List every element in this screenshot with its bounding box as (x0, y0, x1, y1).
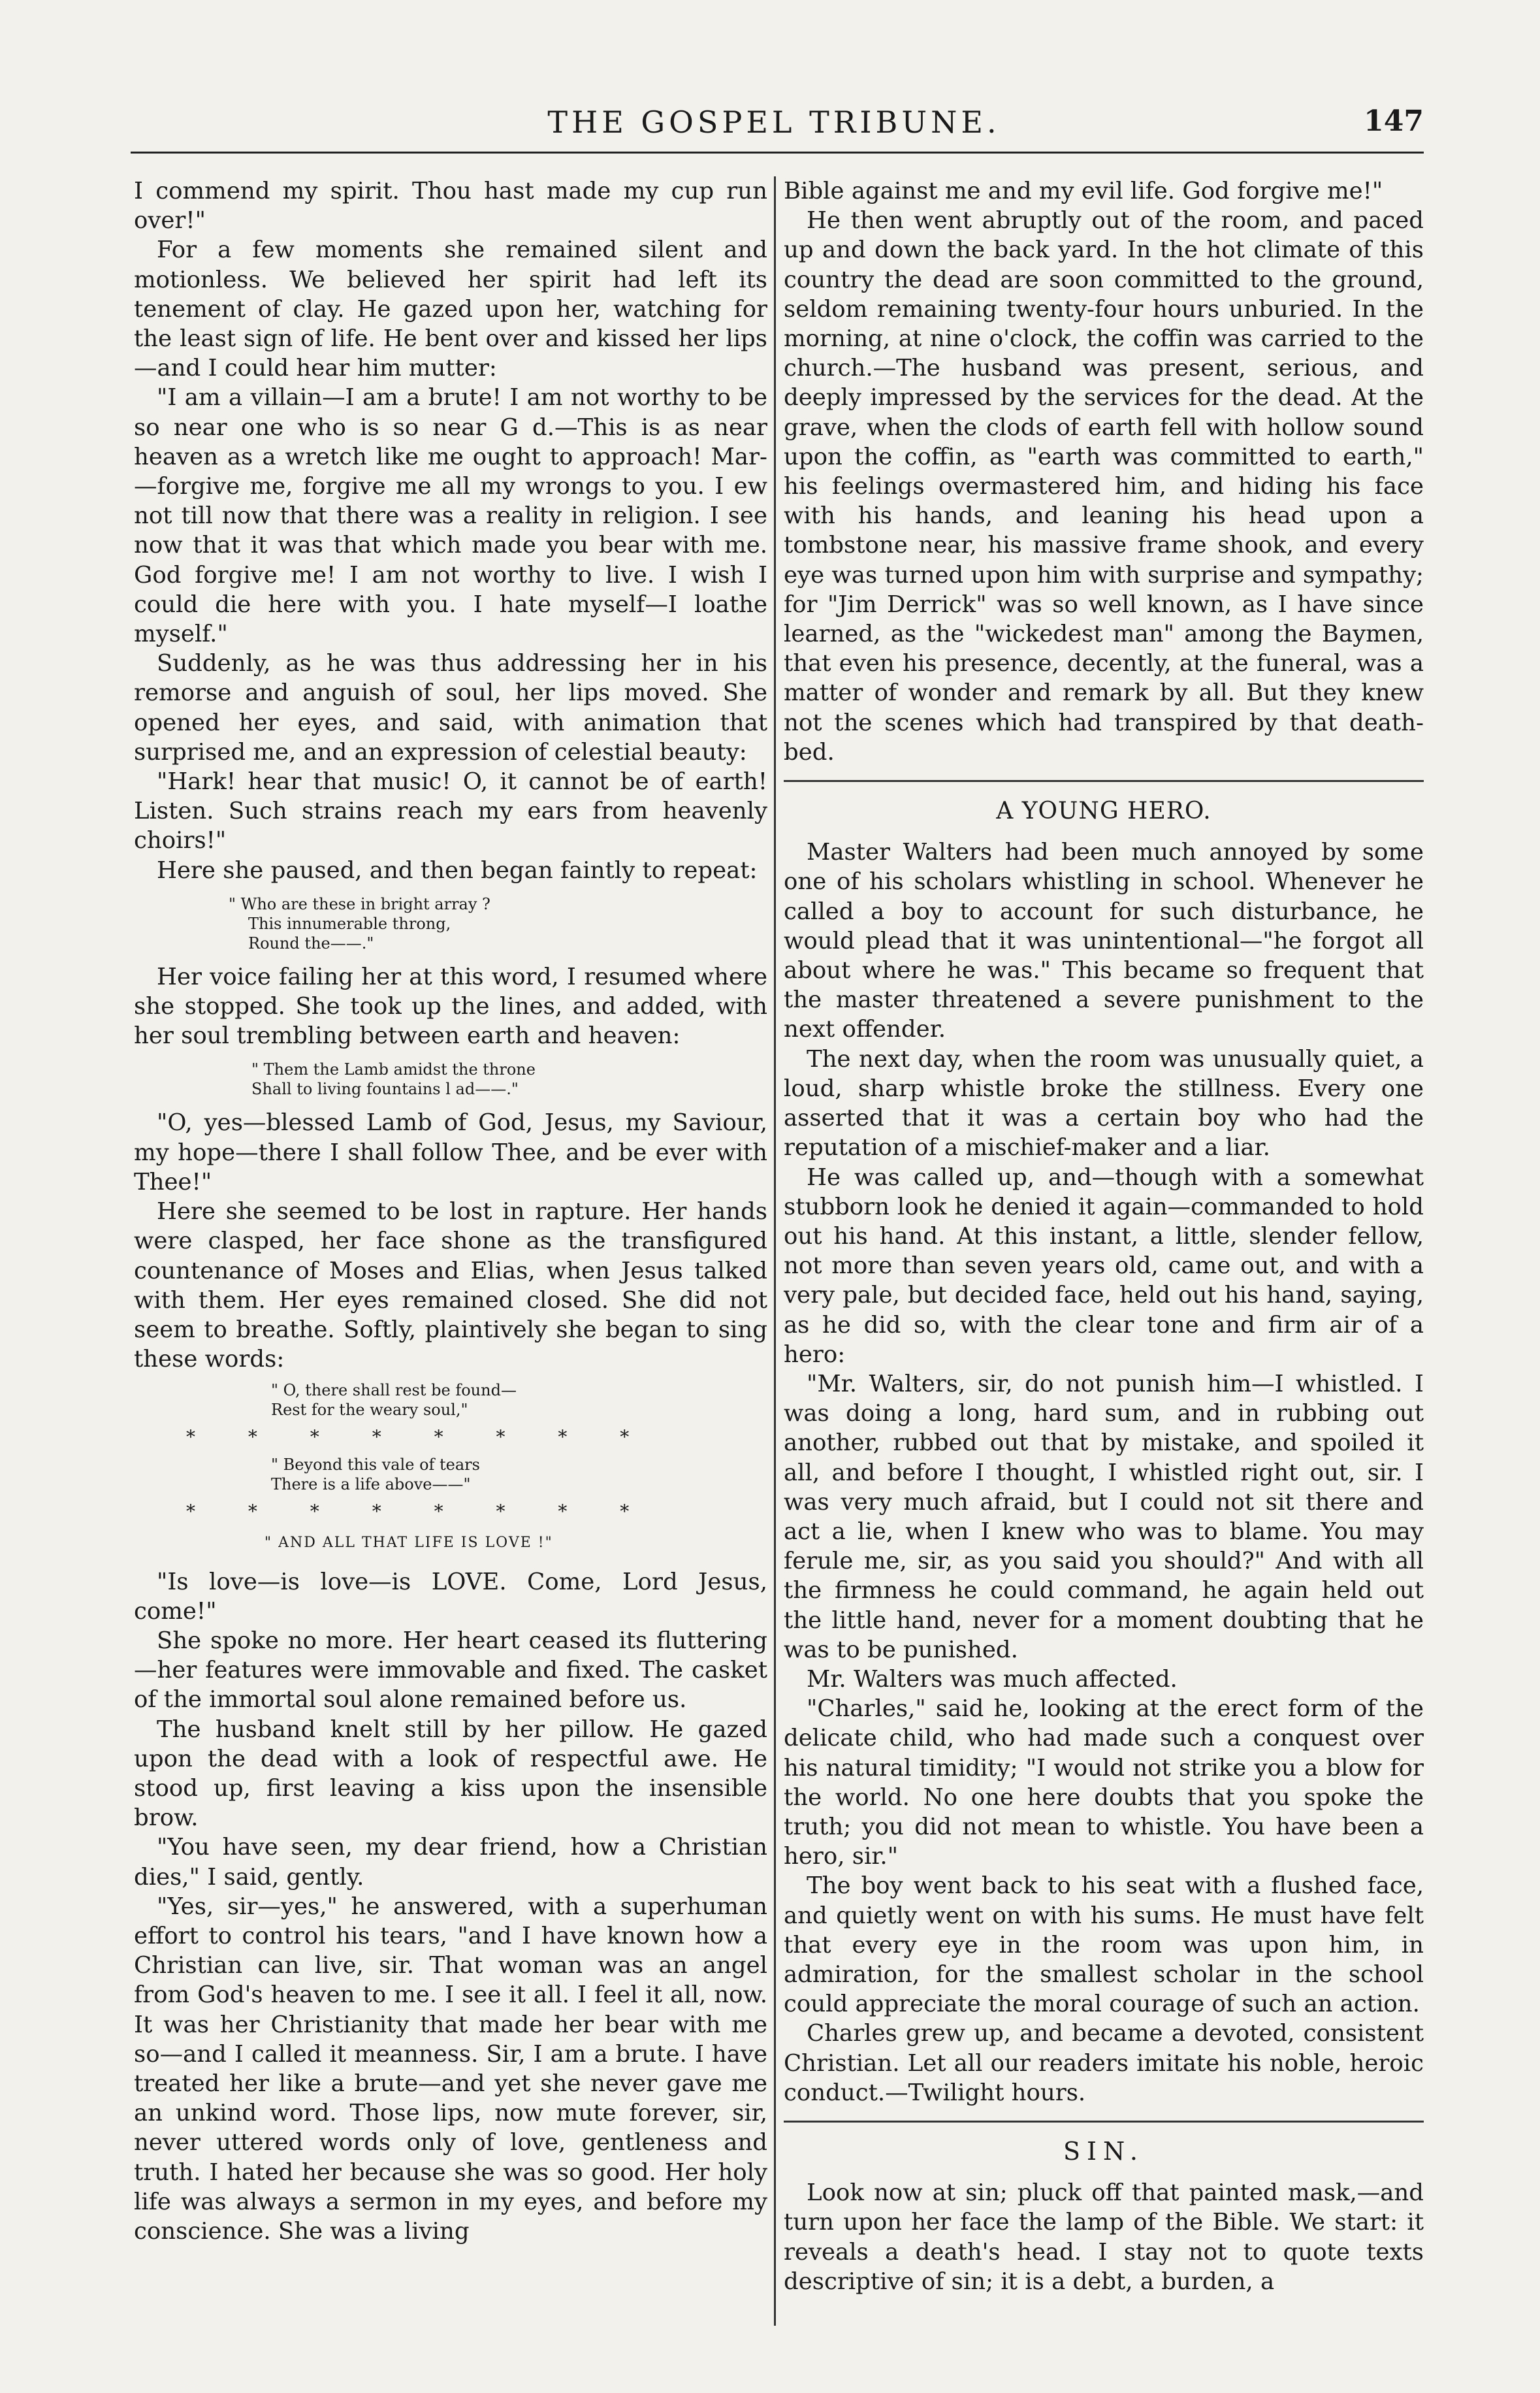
asterism: * * * * * * * * (186, 1501, 653, 1523)
paragraph: The husband knelt still by her pillow. He gazed upon the dead with a look of respectful awe. He stood up, first leaving a kiss upon the insensible brow. (134, 1716, 767, 1832)
paragraph: "O, yes—blessed Lamb of God, Jesus, my Saviour, my hope—there I shall follow Thee, and be ever with Thee!" (134, 1109, 767, 1196)
paragraph: Mr. Walters was much affected. (807, 1665, 1178, 1693)
verse-line: Rest for the weary soul," (271, 1401, 468, 1420)
verse-line: " O, there shall rest be found— (271, 1381, 517, 1400)
paragraph: Suddenly, as he was thus addressing her in his remorse and anguish of soul, her lips moved. She opened her eyes, and said, with animation that surprised me, and an expression of celestial beauty: (134, 650, 767, 766)
verse-line: There is a life above——" (271, 1475, 471, 1494)
verse-line: " Who are these in bright array ? (229, 894, 490, 913)
column-divider (774, 176, 776, 2326)
page-header (124, 98, 1424, 150)
verse-line: " Beyond this vale of tears (271, 1456, 480, 1474)
section-rule (784, 780, 1424, 782)
paragraph: He then went abruptly out of the room, and paced up and down the back yard. In the hot climate of this country the dead are soon committed to the ground, seldom remaining twenty-four hours unburied. In the morning, at nine o'clock, the coffin was carried to the church.—The husband was present, serious, and deeply impressed by the services for the dead. At the grave, when the clods of earth fell with hollow sound upon the coffin, as "earth was committed to earth," his feelings overmastered him, and hiding his face with his hands, and leaning his head upon a tombstone near, his massive frame shook, and every eye was turned upon him with surprise and sympathy; for "Jim Derrick" was so well known, as I have since learned, as the "wickedest man" among the Baymen, that even his presence, decently, at the funeral, was a matter of wonder and remark by all. But they knew not the scenes which had transpired by that death-bed. (784, 207, 1424, 766)
paragraph: The boy went back to his seat with a flushed face, and quietly went on with his sums. He must have felt that every eye in the room was upon him, in admiration, for the smallest scholar in the school could appreciate the moral courage of such an action. (784, 1872, 1424, 2018)
right-column (784, 176, 1424, 2296)
paragraph: "Is love—is love—is LOVE. Come, Lord Jesus, come!" (134, 1568, 767, 1625)
verse-line: " Them the Lamb amidst the throne (251, 1060, 536, 1079)
paragraph: Her voice failing her at this word, I resumed where she stopped. She took up the lines, and added, with her soul trembling between earth and heaven: (134, 963, 767, 1050)
journal-title: THE GOSPEL TRIBUNE. (547, 105, 1001, 140)
hymn-closing-line: " AND ALL THAT LIFE IS LOVE !" (265, 1535, 553, 1552)
paragraph: "Mr. Walters, sir, do not punish him—I whistled. I was doing a long, hard sum, and in rubbing out another, rubbed out that by mistake, and spoiled it all, and before I thought, I whistled right out, sir. I was very much afraid, but I could not sit there and act a lie, when I knew who was to blame. You may ferule me, sir, as you said you should?" And with all the firmness he could command, he again held out the little hand, never for a moment doubting that he was to be punished. (784, 1370, 1424, 1663)
paragraph: "Charles," said he, looking at the erect form of the delicate child, who had made such a conquest over his natural timidity; "I would not strike you a blow for the world. No one here doubts that you spoke the truth; you did not mean to whistle. You have been a hero, sir." (784, 1695, 1424, 1870)
hymn-verse (229, 894, 767, 953)
paragraph: He was called up, and—though with a somewhat stubborn look he denied it again—commanded to hold out his hand. At this instant, a little, slender fellow, not more than seven years old, came out, and with a very pale, but decided face, held out his hand, saying, as he did so, with the clear tone and firm air of a hero: (784, 1164, 1424, 1368)
header-rule (131, 152, 1424, 154)
hymn-verse (251, 1060, 767, 1099)
article-title-young-hero: A YOUNG HERO. (996, 798, 1211, 825)
paragraph: I commend my spirit. Thou hast made my cup run over!" (134, 178, 767, 235)
paragraph: Charles grew up, and became a devoted, consistent Christian. Let all our readers imitate his noble, heroic conduct.—Twilight hours. (784, 2020, 1424, 2106)
paragraph: Bible against me and my evil life. God forgive me!" (784, 178, 1383, 204)
section-rule (784, 2121, 1424, 2123)
paragraph: Master Walters had been much annoyed by some one of his scholars whistling in school. Whenever he called a boy to account for such disturbance, he would plead that it was unintentional—"he forgot all about where he was." This became so frequent that the master threatened a severe punishment to the next offender. (784, 839, 1424, 1043)
hymn-verse (271, 1455, 767, 1494)
hymn-verse (271, 1380, 767, 1420)
paragraph: "Yes, sir—yes," he answered, with a superhuman effort to control his tears, "and I have known how a Christian can live, sir. That woman was an angel from God's heaven to me. I see it all. I feel it all, now. It was her Christianity that made her bear with me so—and I called it meanness. Sir, I am a brute. I have treated her like a brute—and yet she never gave me an unkind word. Those lips, now mute forever, sir, never uttered words only of love, gentleness and truth. I hated her because she was so good. Her holy life was always a sermon in my eyes, and before my conscience. She was a living (134, 1893, 767, 2245)
paragraph: The next day, when the room was unusually quiet, a loud, sharp whistle broke the stillness. Every one asserted that it was a certain boy who had the reputation of a mischief-maker and a liar. (784, 1045, 1424, 1162)
page-number: 147 (1364, 105, 1424, 138)
article-title-sin: SIN. (1063, 2137, 1144, 2166)
paragraph: Look now at sin; pluck off that painted mask,—and turn upon her face the lamp of the Bible. We start: it reveals a death's head. I stay not to quote texts descriptive of sin; it is a debt, a burden, a (784, 2179, 1424, 2295)
paragraph: "Hark! hear that music! O, it cannot be of earth! Listen. Such strains reach my ears from heavenly choirs!" (134, 768, 767, 855)
paragraph: "You have seen, my dear friend, how a Christian dies," I said, gently. (134, 1834, 767, 1891)
verse-line: This innumerable throng, (248, 914, 451, 933)
paragraph: She spoke no more. Her heart ceased its fluttering—her features were immovable and fixed. The casket of the immortal soul alone remained before us. (134, 1627, 767, 1714)
paragraph: "I am a villain—I am a brute! I am not worthy to be so near one who is so near G d.—This is as near heaven as a wretch like me ought to approach! Mar- —forgive me, forgive me all my wrongs to you. I ew not till now that there was a reality in religion. I see now that it was that which made you bear with me. God forgive me! I am not worthy to live. I wish I could die here with you. I hate myself—I loathe myself." (134, 384, 767, 648)
paragraph: Here she seemed to be lost in rapture. Her hands were clasped, her face shone as the transfigured countenance of Moses and Elias, when Jesus talked with them. Her eyes remained closed. She did not seem to breathe. Softly, plaintively she began to sing these words: (134, 1198, 767, 1373)
left-column (134, 176, 767, 2246)
paragraph: Here she paused, and then began faintly to repeat: (157, 856, 758, 884)
asterism: * * * * * * * * (186, 1426, 653, 1448)
verse-line: Shall to living fountains l ad——." (251, 1080, 519, 1099)
paragraph: For a few moments she remained silent and motionless. We believed her spirit had left its tenement of clay. He gazed upon her, watching for the least sign of life. He bent over and kissed her lips—and I could hear him mutter: (134, 236, 767, 382)
verse-line: Round the——." (248, 934, 374, 952)
